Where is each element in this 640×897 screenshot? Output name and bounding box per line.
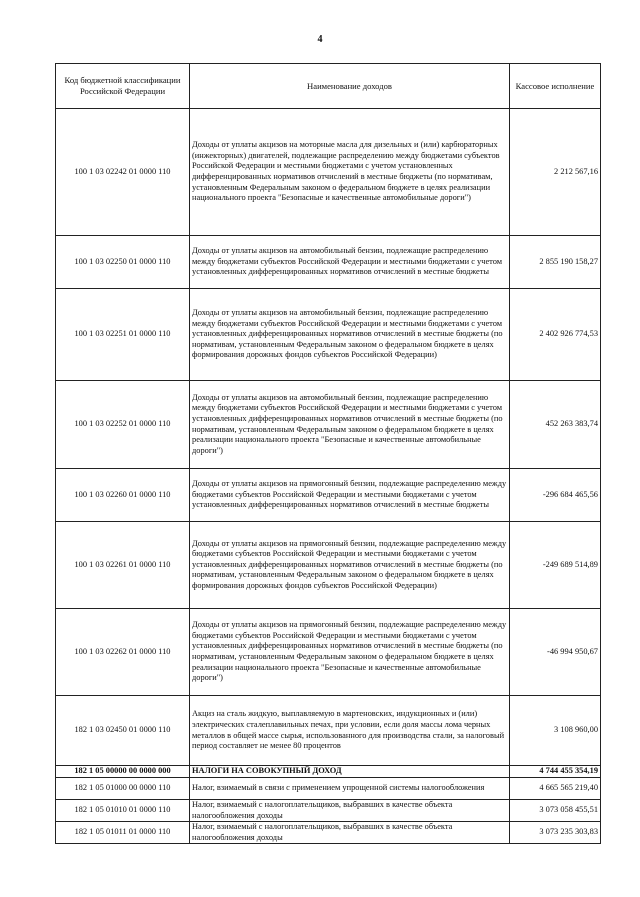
budget-code-cell: 182 1 05 01011 01 0000 110	[56, 822, 190, 844]
cash-execution-cell: 2 402 926 774,53	[510, 289, 601, 381]
cash-execution-cell: 452 263 383,74	[510, 381, 601, 469]
header-name: Наименование доходов	[190, 64, 510, 109]
table-row	[56, 766, 601, 778]
budget-code-cell: 182 1 05 01010 01 0000 110	[56, 800, 190, 822]
revenue-name-cell: НАЛОГИ НА СОВОКУПНЫЙ ДОХОД	[190, 766, 510, 778]
revenue-name-cell: Доходы от уплаты акцизов на автомобильный бензин, подлежащие распределению между бюджетами субъектов Российской Федерации и местными бюджетами с учетом установленных дифференцированных нормативов отчислений в местные бюджеты (по нормативам, установленным Федеральным законом о федеральном бюджете в целях реализации национального проекта "Безопасные и качественные автомобильные дороги")	[190, 381, 510, 469]
budget-code-cell: 100 1 03 02242 01 0000 110	[56, 109, 190, 236]
cash-execution-cell: 2 855 190 158,27	[510, 236, 601, 289]
table-row	[56, 800, 601, 822]
budget-code-cell: 100 1 03 02251 01 0000 110	[56, 289, 190, 381]
revenue-name-cell: Налог, взимаемый с налогоплательщиков, выбравших в качестве объекта налогообложения доходы	[190, 822, 510, 844]
budget-code-cell: 100 1 03 02252 01 0000 110	[56, 381, 190, 469]
table-row	[56, 696, 601, 766]
revenue-name-cell: Налог, взимаемый в связи с применением упрощенной системы налогообложения	[190, 778, 510, 800]
table-row	[56, 469, 601, 522]
table-row	[56, 822, 601, 844]
page-number: 4	[317, 34, 323, 45]
table-row	[56, 609, 601, 696]
cash-execution-cell: -46 994 950,67	[510, 609, 601, 696]
cash-execution-cell: 3 073 058 455,51	[510, 800, 601, 822]
table-row	[56, 381, 601, 469]
budget-code-cell: 100 1 03 02262 01 0000 110	[56, 609, 190, 696]
revenue-name-cell: Доходы от уплаты акцизов на моторные масла для дизельных и (или) карбюраторных (инжекторных) двигателей, подлежащие распределению между бюджетами субъектов Российской Федерации и местными бюджетами с учетом установленных дифференцированных нормативов отчислений в местные бюджеты (по нормативам, установленным Федеральным законом о федеральном бюджете в целях реализации национального проекта "Безопасные и качественные автомобильные дороги")	[190, 109, 510, 236]
table-row	[56, 522, 601, 609]
budget-code-cell: 182 1 05 01000 00 0000 110	[56, 778, 190, 800]
budget-code-cell: 100 1 03 02261 01 0000 110	[56, 522, 190, 609]
header-code: Код бюджетной классификации Российской Федерации	[56, 64, 190, 109]
table-row	[56, 289, 601, 381]
cash-execution-cell: 4 744 455 354,19	[510, 766, 601, 778]
header-amount: Кассовое исполнение	[510, 64, 601, 109]
revenue-name-cell: Доходы от уплаты акцизов на прямогонный бензин, подлежащие распределению между бюджетами субъектов Российской Федерации и местными бюджетами с учетом установленных дифференцированных нормативов отчислений в местные бюджеты (по нормативам, установленным Федеральным законом о федеральном бюджете в целях реализации национального проекта "Безопасные и качественные автомобильные дороги")	[190, 609, 510, 696]
revenue-name-cell: Доходы от уплаты акцизов на автомобильный бензин, подлежащие распределению между бюджетами субъектов Российской Федерации и местными бюджетами с учетом установленных дифференцированных нормативов отчислений в местные бюджеты (по нормативам, установленным Федеральным законом о федеральном бюджете в целях формирования дорожных фондов субъектов Российской Федерации)	[190, 289, 510, 381]
revenue-name-cell: Доходы от уплаты акцизов на прямогонный бензин, подлежащие распределению между бюджетами субъектов Российской Федерации и местными бюджетами с учетом установленных дифференцированных нормативов отчислений в местные бюджеты (по нормативам, установленным Федеральным законом о федеральном бюджете в целях формирования дорожных фондов субъектов Российской Федерации)	[190, 522, 510, 609]
budget-code-cell: 100 1 03 02260 01 0000 110	[56, 469, 190, 522]
revenue-name-cell: Акциз на сталь жидкую, выплавляемую в мартеновских, индукционных и (или) электрических сталеплавильных печах, при условии, если доля массы лома черных металлов в общей массе сырья, использованного для производства стали, за налоговый период составляет не менее 80 процентов	[190, 696, 510, 766]
budget-code-cell: 182 1 05 00000 00 0000 000	[56, 766, 190, 778]
revenue-name-cell: Доходы от уплаты акцизов на автомобильный бензин, подлежащие распределению между бюджетами субъектов Российской Федерации и местными бюджетами с учетом установленных дифференцированных нормативов отчислений в местные бюджеты	[190, 236, 510, 289]
revenue-name-cell: Доходы от уплаты акцизов на прямогонный бензин, подлежащие распределению между бюджетами субъектов Российской Федерации и местными бюджетами с учетом установленных дифференцированных нормативов отчислений в местные бюджеты	[190, 469, 510, 522]
table-header-row	[56, 64, 601, 109]
cash-execution-cell: 4 665 565 219,40	[510, 778, 601, 800]
budget-code-cell: 182 1 03 02450 01 0000 110	[56, 696, 190, 766]
cash-execution-cell: 3 073 235 303,83	[510, 822, 601, 844]
revenue-table	[55, 63, 601, 844]
budget-code-cell: 100 1 03 02250 01 0000 110	[56, 236, 190, 289]
revenue-name-cell: Налог, взимаемый с налогоплательщиков, выбравших в качестве объекта налогообложения доходы	[190, 800, 510, 822]
cash-execution-cell: 2 212 567,16	[510, 109, 601, 236]
cash-execution-cell: -296 684 465,56	[510, 469, 601, 522]
table-row	[56, 109, 601, 236]
table-row	[56, 236, 601, 289]
cash-execution-cell: 3 108 960,00	[510, 696, 601, 766]
table-row	[56, 778, 601, 800]
cash-execution-cell: -249 689 514,89	[510, 522, 601, 609]
